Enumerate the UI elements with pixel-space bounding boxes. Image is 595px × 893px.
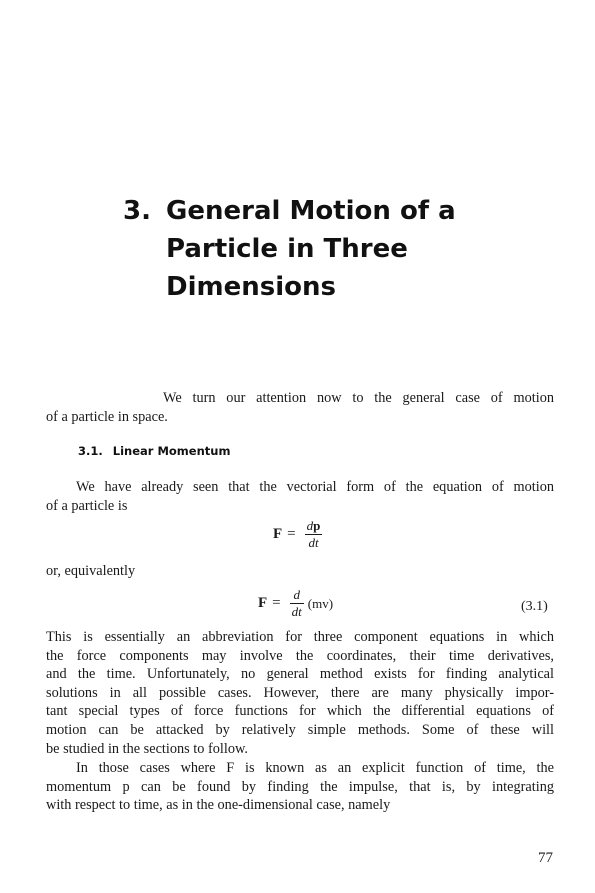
para3-line-3: with respect to time, as in the one-dimensional case, namely	[46, 797, 391, 814]
intro-line-1: We turn our attention now to the general case of motion	[163, 390, 554, 406]
eq2-numerator: d	[293, 587, 300, 602]
eq1-numerator	[305, 519, 323, 533]
eq1-denominator: dt	[308, 535, 319, 550]
chapter-title-text-1: General Motion of a	[166, 196, 456, 226]
eq1-equals: =	[287, 526, 296, 542]
section-title: Linear Momentum	[112, 444, 231, 458]
section-number: 3.1.	[78, 444, 103, 458]
paragraph-2	[46, 628, 554, 758]
para1-line-2: of a particle is	[46, 497, 128, 514]
eq2-equals: =	[272, 595, 281, 611]
equation-number: (3.1)	[521, 599, 548, 614]
intro-paragraph	[46, 389, 554, 426]
para3-line-2: momentum p can be found by finding the impulse, that is, by integrating	[46, 778, 554, 795]
eq2-lhs: F	[258, 595, 268, 611]
eq1-numerator-text: dp	[306, 518, 321, 533]
connector-line: or, equivalently	[46, 563, 136, 579]
eq1-lhs: F	[273, 526, 283, 542]
chapter-number: 3.	[123, 196, 151, 226]
para2-line-7: be studied in the sections to follow.	[46, 740, 248, 757]
chapter-title-line-3: Dimensions	[166, 272, 336, 302]
section-heading	[78, 444, 230, 458]
equation-1	[273, 519, 326, 550]
para2-line-5: tant special types of force functions for which the differential equations of	[46, 703, 554, 720]
page-number: 77	[538, 850, 553, 866]
para2-line-3: and the time. Unfortunately, no general method exists for finding analytical	[46, 666, 554, 683]
para3-line-1: In those cases where F is known as an explicit function of time, the	[76, 760, 554, 776]
para2-line-4: solutions in all possible cases. However, there are many physically impor-	[46, 684, 554, 701]
eq2-fraction	[290, 588, 304, 619]
eq2-rhs: (mv)	[307, 595, 334, 611]
eq1-fraction	[305, 519, 323, 550]
paragraph-3	[46, 759, 554, 815]
eq2-denominator: dt	[291, 604, 302, 619]
para2-line-1: This is essentially an abbreviation for three component equations in which	[46, 629, 554, 645]
chapter-title-line-1	[123, 192, 563, 230]
chapter-title	[123, 192, 563, 306]
intro-line-2: of a particle in space.	[46, 408, 168, 425]
para2-line-2: the force components may involve the coordinates, their time derivatives,	[46, 647, 554, 664]
equation-2	[258, 588, 333, 619]
para1-line-1: We have already seen that the vectorial form of the equation of motion	[76, 479, 554, 495]
connector-text	[46, 562, 554, 581]
para2-line-6: motion can be attacked by relatively simple methods. Some of these will	[46, 721, 554, 738]
chapter-title-line-2: Particle in Three	[166, 234, 408, 264]
paragraph-1	[46, 478, 554, 515]
